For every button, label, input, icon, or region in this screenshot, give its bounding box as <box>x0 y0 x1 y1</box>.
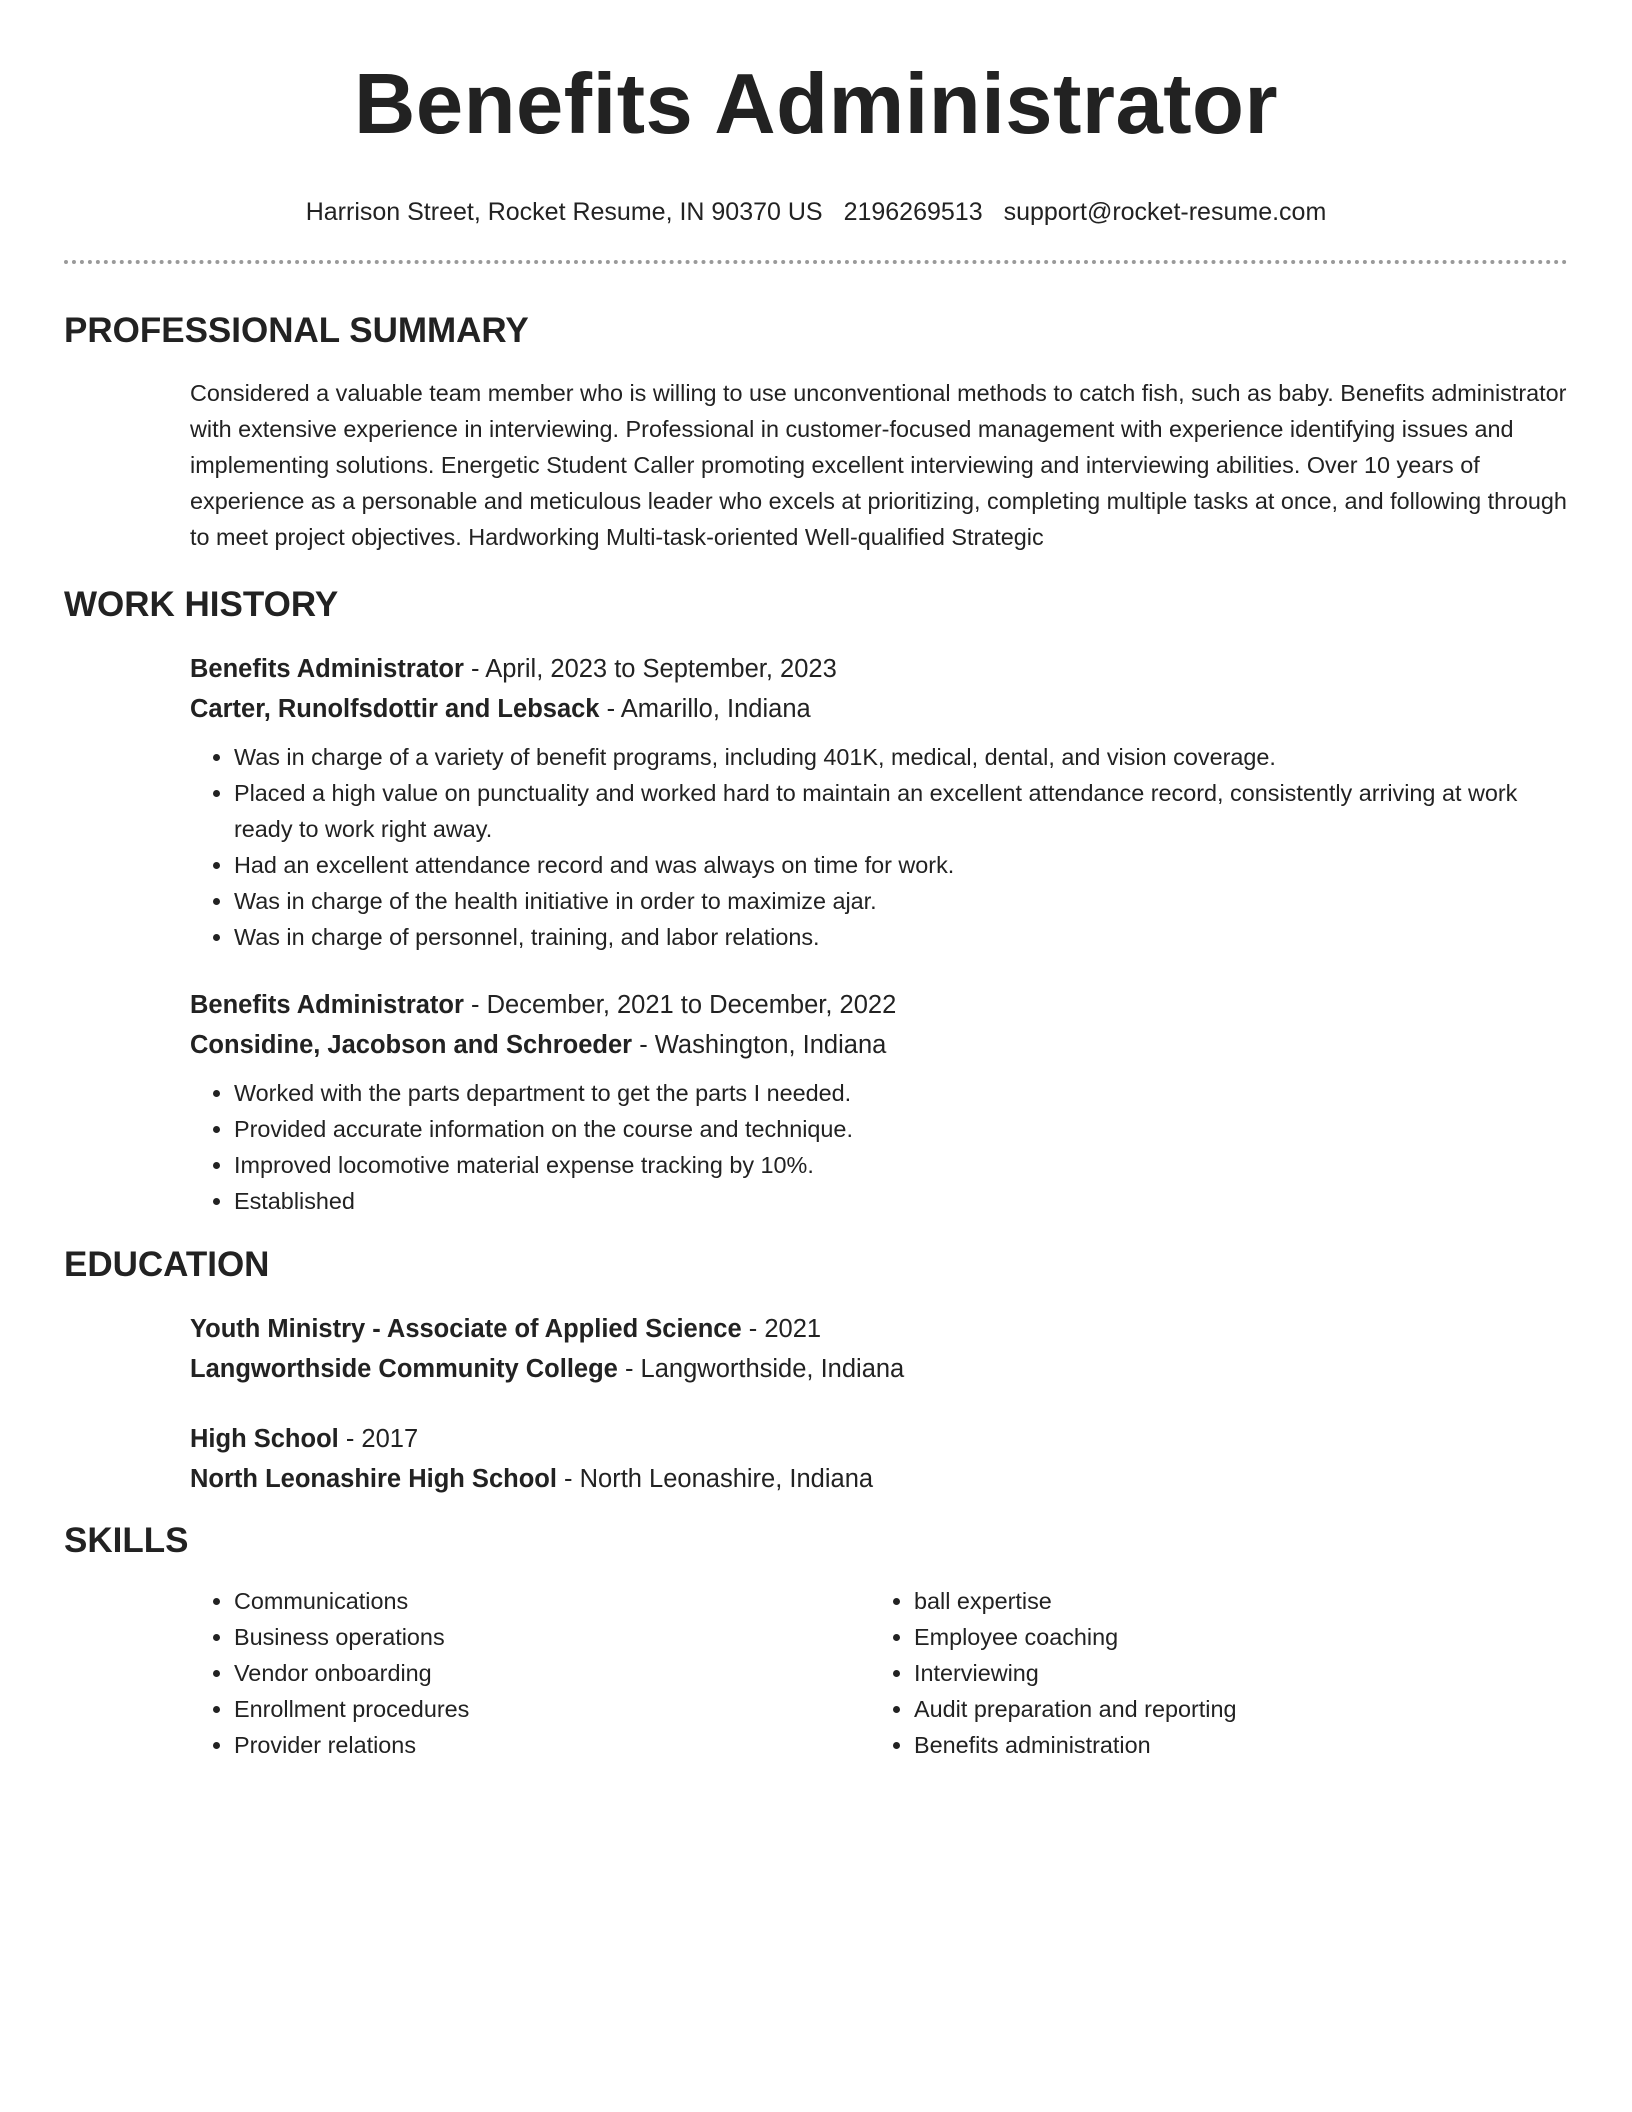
job-location: - Washington, Indiana <box>639 1031 887 1059</box>
job-bullet: • Worked with the parts department to get the parts I needed. <box>234 1075 1568 1111</box>
education-entry <box>190 1309 1568 1389</box>
summary-title: PROFESSIONAL SUMMARY <box>64 311 529 350</box>
job-location: - Amarillo, Indiana <box>606 695 811 723</box>
skills-section <box>64 1519 1568 1763</box>
job-bullet: • Was in charge of personnel, training, and labor relations. <box>234 919 1568 955</box>
job-role: Benefits Administrator <box>190 655 464 683</box>
job-entry <box>190 649 1568 955</box>
skills-list <box>870 1583 1550 1763</box>
work-history-section <box>64 583 1568 1219</box>
job-company: Carter, Runolfsdottir and Lebsack <box>190 695 600 723</box>
skills-list <box>190 1583 870 1763</box>
skill-item: • Enrollment procedures <box>234 1691 870 1727</box>
education-school-line <box>190 1459 1568 1499</box>
job-bullet: • Improved locomotive material expense tracking by 10%. <box>234 1147 1568 1183</box>
education-school-line <box>190 1349 1568 1389</box>
job-company-line <box>190 689 1568 729</box>
education-location: - Langworthside, Indiana <box>624 1355 905 1383</box>
work-history-title: WORK HISTORY <box>64 585 339 624</box>
job-bullet: • Provided accurate information on the course and technique. <box>234 1111 1568 1147</box>
skill-item: • Business operations <box>234 1619 870 1655</box>
job-bullet: • Had an excellent attendance record and was always on time for work. <box>234 847 1568 883</box>
skills-column-left <box>190 1583 870 1763</box>
skill-item: • Benefits administration <box>914 1727 1550 1763</box>
job-role: Benefits Administrator <box>190 991 464 1019</box>
job-company-line <box>190 1025 1568 1065</box>
education-entry <box>190 1419 1568 1499</box>
skill-item: • ball expertise <box>914 1583 1550 1619</box>
job-bullet: • Established <box>234 1183 1568 1219</box>
job-role-line <box>190 649 1568 689</box>
job-bullet: • Placed a high value on punctuality and worked hard to maintain an excellent attendance record, consistently arriving at work ready to work right away. <box>234 775 1568 847</box>
skills-grid <box>190 1583 1568 1763</box>
job-entry <box>190 985 1568 1219</box>
education-year: - 2017 <box>345 1425 419 1453</box>
skill-item: • Communications <box>234 1583 870 1619</box>
contact-phone: 2196269513 <box>843 198 983 226</box>
education-degree-line <box>190 1309 1568 1349</box>
job-bullet: • Was in charge of a variety of benefit programs, including 401K, medical, dental, and vision coverage. <box>234 739 1568 775</box>
job-bullets <box>190 1075 1568 1219</box>
education-title: EDUCATION <box>64 1245 270 1284</box>
education-degree: Youth Ministry - Associate of Applied Science <box>190 1315 742 1343</box>
education-location: - North Leonashire, Indiana <box>564 1465 874 1493</box>
summary-text: Considered a valuable team member who is willing to use unconventional methods to catch fish, such as baby. Benefits administrator with extensive experience in interviewing. Professional in customer-focused management with experience identifying issues and implementing solutions. Energetic Student Caller promoting excellent interviewing and interviewing abilities. Over 10 years of experience as a personable and meticulous leader who excels at prioritizing, completing multiple tasks at once, and following through to meet project objectives. Hardworking Multi-task-oriented Well-qualified Strategic <box>190 380 1567 550</box>
education-school: Langworthside Community College <box>190 1355 618 1383</box>
education-degree-line <box>190 1419 1568 1459</box>
skill-item: • Interviewing <box>914 1655 1550 1691</box>
skill-item: • Audit preparation and reporting <box>914 1691 1550 1727</box>
job-role-line <box>190 985 1568 1025</box>
skill-item: • Employee coaching <box>914 1619 1550 1655</box>
skills-title: SKILLS <box>64 1521 189 1560</box>
contact-line <box>64 196 1568 228</box>
education-degree: High School <box>190 1425 339 1453</box>
contact-email: support@rocket-resume.com <box>1003 198 1327 226</box>
header-divider <box>64 260 1568 264</box>
summary-section <box>64 309 1568 555</box>
job-dates: - April, 2023 to September, 2023 <box>471 655 837 683</box>
education-year: - 2021 <box>748 1315 822 1343</box>
candidate-name: Benefits Administrator <box>353 57 1279 152</box>
job-bullet: • Was in charge of the health initiative in order to maximize ajar. <box>234 883 1568 919</box>
job-company: Considine, Jacobson and Schroeder <box>190 1031 633 1059</box>
job-bullets <box>190 739 1568 955</box>
contact-address: Harrison Street, Rocket Resume, IN 90370 US <box>305 198 823 226</box>
skill-item: • Provider relations <box>234 1727 870 1763</box>
education-section <box>64 1243 1568 1499</box>
skills-column-right <box>870 1583 1550 1763</box>
job-dates: - December, 2021 to December, 2022 <box>471 991 897 1019</box>
education-school: North Leonashire High School <box>190 1465 557 1493</box>
skill-item: • Vendor onboarding <box>234 1655 870 1691</box>
